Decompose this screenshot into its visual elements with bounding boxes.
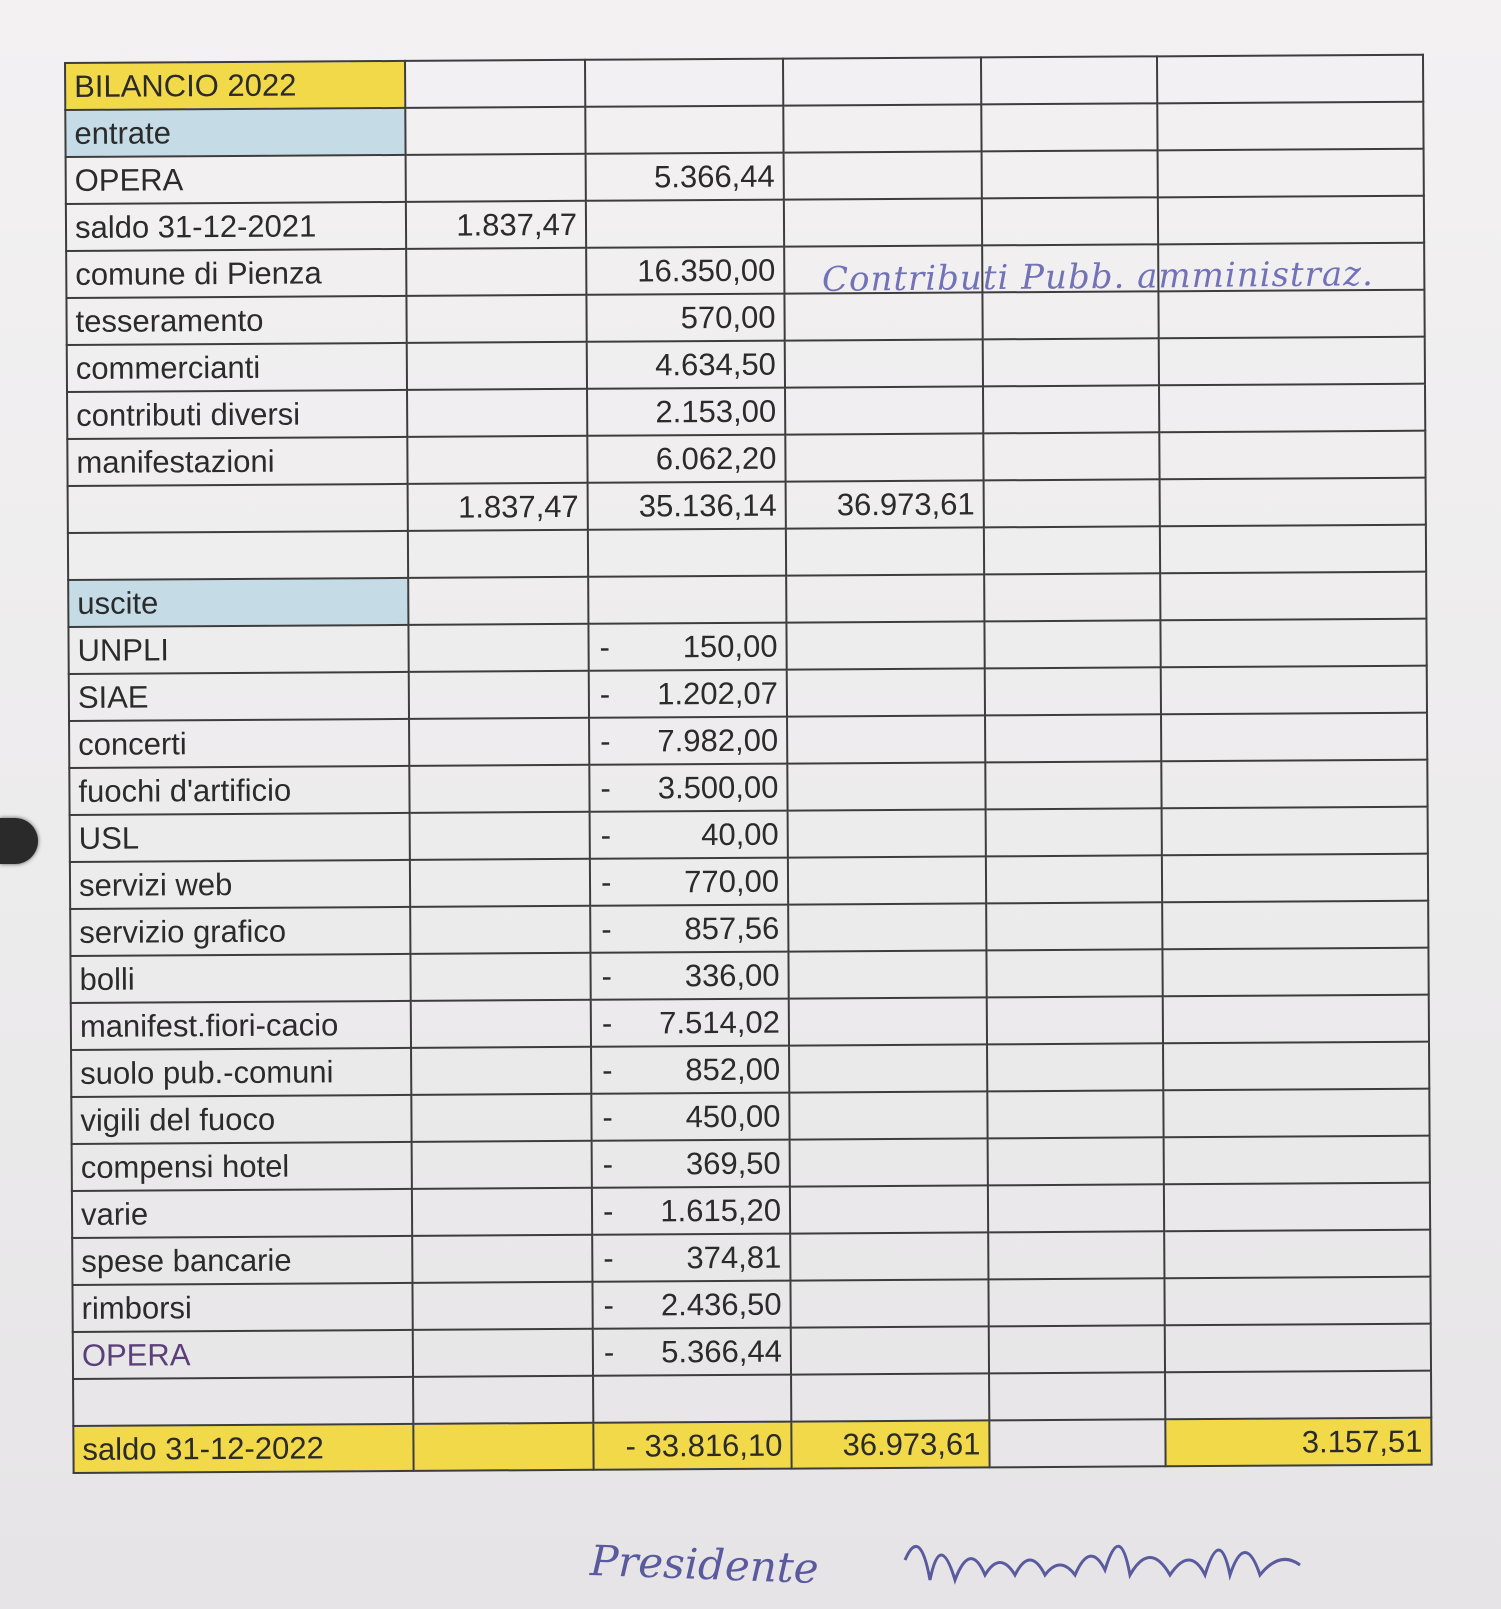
total-column-1: 1.837,47 — [408, 483, 588, 531]
empty-cell — [412, 1235, 592, 1283]
empty-cell — [786, 621, 984, 669]
column-1-amount — [406, 154, 586, 202]
row-label: varie — [72, 1189, 412, 1238]
empty-cell — [985, 667, 1161, 715]
column-2-amount: 570,00 — [586, 294, 784, 342]
minus-sign: - — [603, 1240, 614, 1276]
column-2-amount — [590, 811, 788, 859]
empty-cell — [789, 1091, 987, 1139]
empty-cell — [588, 576, 786, 624]
amount-value: 150,00 — [682, 628, 778, 664]
empty-cell — [593, 1375, 791, 1423]
minus-sign: - — [600, 770, 611, 806]
empty-cell — [1157, 102, 1423, 151]
entrate-row — [66, 196, 1424, 251]
empty-cell — [788, 856, 986, 904]
empty-cell — [409, 671, 589, 719]
final-balance: 3.157,51 — [1165, 1418, 1431, 1467]
empty-cell — [1163, 1089, 1429, 1138]
empty-cell — [405, 107, 585, 155]
amount-value: 450,00 — [685, 1098, 781, 1134]
minus-sign: - — [602, 1193, 614, 1229]
empty-cell — [585, 59, 783, 107]
empty-cell — [984, 526, 1160, 574]
empty-cell — [787, 715, 985, 763]
total-column-2: 35.136,14 — [588, 482, 786, 530]
empty-cell — [410, 812, 590, 860]
minus-sign: - — [602, 1146, 614, 1182]
column-1-amount — [407, 342, 587, 390]
empty-cell — [788, 950, 986, 998]
empty-cell — [988, 1278, 1164, 1326]
empty-cell — [988, 1137, 1164, 1185]
column-2-amount — [593, 1328, 791, 1376]
row-label: rimborsi — [72, 1283, 412, 1332]
minus-sign: - — [599, 629, 611, 665]
empty-cell — [983, 385, 1159, 433]
uscite-row — [72, 1136, 1430, 1191]
empty-cell — [981, 103, 1157, 151]
empty-cell — [787, 668, 985, 716]
empty-cell — [789, 1044, 987, 1092]
column-2-amount — [591, 999, 789, 1047]
empty-cell — [783, 104, 981, 152]
column-2-amount: 16.350,00 — [586, 247, 784, 295]
empty-cell — [785, 433, 983, 481]
row-label: OPERA — [66, 155, 406, 204]
final-expenses-total: - 33.816,10 — [593, 1422, 791, 1470]
empty-cell — [1159, 337, 1425, 386]
empty-cell — [405, 60, 585, 108]
final-label: saldo 31-12-2022 — [73, 1424, 413, 1473]
column-2-amount — [592, 1281, 790, 1329]
empty-cell — [1162, 901, 1428, 950]
empty-cell — [1161, 760, 1427, 809]
total-column-3: 36.973,61 — [786, 480, 984, 528]
empty-cell — [1162, 948, 1428, 997]
empty-cell — [1162, 854, 1428, 903]
empty-cell — [413, 1423, 593, 1471]
empty-cell — [988, 1184, 1164, 1232]
empty-cell — [588, 529, 786, 577]
column-2-amount — [589, 764, 787, 812]
column-2-amount — [591, 1046, 789, 1094]
minus-sign: - — [600, 864, 612, 900]
empty-cell — [1164, 1136, 1430, 1185]
empty-cell — [1161, 713, 1427, 762]
empty-cell — [986, 949, 1162, 997]
amount-value: 7.514,02 — [659, 1004, 780, 1040]
empty-cell — [984, 479, 1160, 527]
minus-sign: - — [601, 958, 613, 994]
amount-value: 374,81 — [686, 1239, 782, 1275]
entrate-row — [66, 149, 1424, 204]
amount-value: 857,56 — [684, 910, 780, 946]
empty-cell — [409, 765, 589, 813]
signature — [900, 1520, 1330, 1600]
signature-label: Presidente — [589, 1536, 820, 1593]
row-label: UNPLI — [68, 625, 408, 674]
empty-cell — [783, 57, 981, 105]
amount-value: 40,00 — [701, 816, 779, 852]
empty-cell — [408, 530, 588, 578]
empty-cell — [1158, 149, 1424, 198]
empty-cell — [1164, 1277, 1430, 1326]
empty-cell — [411, 1000, 591, 1048]
empty-cell — [788, 809, 986, 857]
empty-cell — [1161, 666, 1427, 715]
empty-cell — [986, 808, 1162, 856]
amount-value: 7.982,00 — [657, 722, 779, 758]
row-label: SIAE — [69, 672, 409, 721]
empty-cell — [1160, 525, 1426, 574]
empty-cell — [784, 151, 982, 199]
entrate-row — [67, 384, 1425, 439]
empty-cell — [790, 1185, 988, 1233]
row-label: contributi diversi — [67, 390, 407, 439]
empty-cell — [1163, 995, 1429, 1044]
uscite-row — [70, 854, 1428, 909]
empty-cell — [1164, 1183, 1430, 1232]
empty-cell — [1165, 1324, 1431, 1373]
empty-cell — [68, 484, 408, 533]
amount-value: 770,00 — [684, 863, 780, 899]
empty-cell — [987, 996, 1163, 1044]
table-title: BILANCIO 2022 — [65, 61, 405, 110]
empty-cell — [982, 197, 1158, 245]
column-2-amount — [590, 952, 788, 1000]
empty-cell — [791, 1326, 989, 1374]
column-2-amount — [592, 1187, 790, 1235]
empty-cell — [73, 1377, 413, 1426]
empty-cell — [413, 1376, 593, 1424]
entrate-row — [67, 337, 1425, 392]
uscite-row — [73, 1324, 1431, 1379]
empty-cell — [789, 997, 987, 1045]
minus-sign: - — [601, 1005, 613, 1041]
empty-cell — [989, 1372, 1165, 1420]
minus-sign: - — [599, 676, 611, 712]
entrate-row — [66, 290, 1424, 345]
amount-value: 3.500,00 — [657, 769, 779, 805]
title-row — [65, 55, 1423, 110]
row-label: servizi web — [70, 860, 410, 909]
uscite-row — [68, 619, 1426, 674]
empty-cell — [1160, 572, 1426, 621]
column-2-amount — [592, 1234, 790, 1282]
column-2-amount: 6.062,20 — [587, 435, 785, 483]
empty-cell — [982, 291, 1158, 339]
row-label: manifest.fiori-cacio — [71, 1001, 411, 1050]
empty-cell — [985, 714, 1161, 762]
minus-sign: - — [602, 1052, 613, 1088]
empty-cell — [791, 1373, 989, 1421]
section-header-row — [68, 572, 1426, 627]
empty-cell — [790, 1138, 988, 1186]
section-header-row — [65, 102, 1423, 157]
empty-cell — [408, 577, 588, 625]
column-1-amount — [407, 436, 587, 484]
amount-value: 1.202,07 — [657, 675, 778, 711]
uscite-row — [71, 1042, 1429, 1097]
minus-sign: - — [600, 817, 612, 853]
empty-cell — [1163, 1042, 1429, 1091]
empty-cell — [784, 292, 982, 340]
handwritten-note: Contributi Pubb. amministraz. — [821, 254, 1375, 300]
empty-cell — [1159, 431, 1425, 480]
empty-cell — [981, 56, 1157, 104]
blank-row — [73, 1371, 1431, 1426]
uscite-row — [71, 1089, 1429, 1144]
empty-cell — [787, 762, 985, 810]
empty-cell — [988, 1231, 1164, 1279]
empty-cell — [410, 906, 590, 954]
empty-cell — [410, 953, 590, 1001]
row-label: USL — [70, 813, 410, 862]
empty-cell — [1164, 1230, 1430, 1279]
empty-cell — [987, 1043, 1163, 1091]
row-label: bolli — [70, 954, 410, 1003]
column-2-amount — [589, 717, 787, 765]
blank-row — [68, 525, 1426, 580]
empty-cell — [1158, 196, 1424, 245]
uscite-row — [72, 1277, 1430, 1332]
empty-cell — [410, 859, 590, 907]
empty-cell — [408, 624, 588, 672]
column-2-amount — [591, 1093, 789, 1141]
empty-cell — [983, 338, 1159, 386]
uscite-header: uscite — [68, 578, 408, 627]
empty-cell — [1157, 55, 1423, 104]
empty-cell — [68, 531, 408, 580]
empty-cell — [412, 1188, 592, 1236]
minus-sign: - — [603, 1287, 615, 1323]
column-2-amount — [590, 905, 788, 953]
empty-cell — [409, 718, 589, 766]
column-2-amount: 2.153,00 — [587, 388, 785, 436]
entrate-header: entrate — [65, 108, 405, 157]
column-2-amount: 5.366,44 — [586, 153, 784, 201]
empty-cell — [1159, 384, 1425, 433]
empty-cell — [786, 574, 984, 622]
row-label: commercianti — [67, 343, 407, 392]
empty-cell — [984, 620, 1160, 668]
minus-sign: - — [603, 1334, 615, 1370]
uscite-row — [70, 807, 1428, 862]
uscite-row — [70, 948, 1428, 1003]
amount-value: 2.436,50 — [660, 1286, 782, 1322]
empty-cell — [1165, 1371, 1431, 1420]
column-2-amount: 4.634,50 — [587, 341, 785, 389]
uscite-row — [69, 713, 1427, 768]
final-income-total: 36.973,61 — [791, 1420, 989, 1468]
uscite-row — [71, 995, 1429, 1050]
uscite-row — [72, 1230, 1430, 1285]
empty-cell — [411, 1047, 591, 1095]
column-1-amount — [407, 389, 587, 437]
amount-value: 852,00 — [685, 1051, 781, 1087]
empty-cell — [1158, 290, 1424, 339]
entrate-totals-row — [68, 478, 1426, 533]
amount-value: 369,50 — [685, 1145, 781, 1181]
empty-cell — [788, 903, 986, 951]
row-label: vigili del fuoco — [71, 1095, 411, 1144]
column-1-amount — [406, 248, 586, 296]
empty-cell — [784, 198, 982, 246]
empty-cell — [1160, 619, 1426, 668]
row-label: suolo pub.-comuni — [71, 1048, 411, 1097]
uscite-row — [70, 901, 1428, 956]
row-label: OPERA — [73, 1330, 413, 1379]
row-label: concerti — [69, 719, 409, 768]
empty-cell — [986, 855, 1162, 903]
empty-cell — [790, 1279, 988, 1327]
empty-cell — [785, 339, 983, 387]
empty-cell — [1162, 807, 1428, 856]
amount-value: 5.366,44 — [661, 1333, 782, 1369]
column-2-amount — [589, 670, 787, 718]
minus-sign: - — [600, 723, 611, 759]
row-label: spese bancarie — [72, 1236, 412, 1285]
empty-cell — [411, 1094, 591, 1142]
row-label: comune di Pienza — [66, 249, 406, 298]
row-label: tesseramento — [66, 296, 406, 345]
minus-sign: - — [601, 911, 612, 947]
uscite-row — [69, 760, 1427, 815]
row-label: saldo 31-12-2021 — [66, 202, 406, 251]
empty-cell — [585, 106, 783, 154]
column-1-amount — [406, 295, 586, 343]
column-2-amount — [588, 623, 786, 671]
column-2-amount — [592, 1140, 790, 1188]
amount-value: 1.615,20 — [660, 1192, 782, 1228]
empty-cell — [412, 1141, 592, 1189]
empty-cell — [987, 1090, 1163, 1138]
row-label: fuochi d'artificio — [69, 766, 409, 815]
empty-cell — [983, 432, 1159, 480]
column-1-amount: 1.837,47 — [406, 201, 586, 249]
empty-cell — [1160, 478, 1426, 527]
row-label: compensi hotel — [72, 1142, 412, 1191]
minus-sign: - — [602, 1099, 613, 1135]
empty-cell — [786, 527, 984, 575]
uscite-row — [69, 666, 1427, 721]
amount-value: 336,00 — [684, 957, 780, 993]
empty-cell — [984, 573, 1160, 621]
empty-cell — [790, 1232, 988, 1280]
entrate-row — [67, 431, 1425, 486]
empty-cell — [985, 761, 1161, 809]
empty-cell — [412, 1282, 592, 1330]
row-label: servizio grafico — [70, 907, 410, 956]
empty-cell — [989, 1419, 1165, 1467]
empty-cell — [986, 902, 1162, 950]
final-balance-row — [73, 1418, 1431, 1473]
empty-cell — [989, 1325, 1165, 1373]
column-2-amount — [586, 200, 784, 248]
empty-cell — [785, 386, 983, 434]
row-label: manifestazioni — [67, 437, 407, 486]
empty-cell — [413, 1329, 593, 1377]
column-2-amount — [590, 858, 788, 906]
empty-cell — [982, 150, 1158, 198]
uscite-row — [72, 1183, 1430, 1238]
